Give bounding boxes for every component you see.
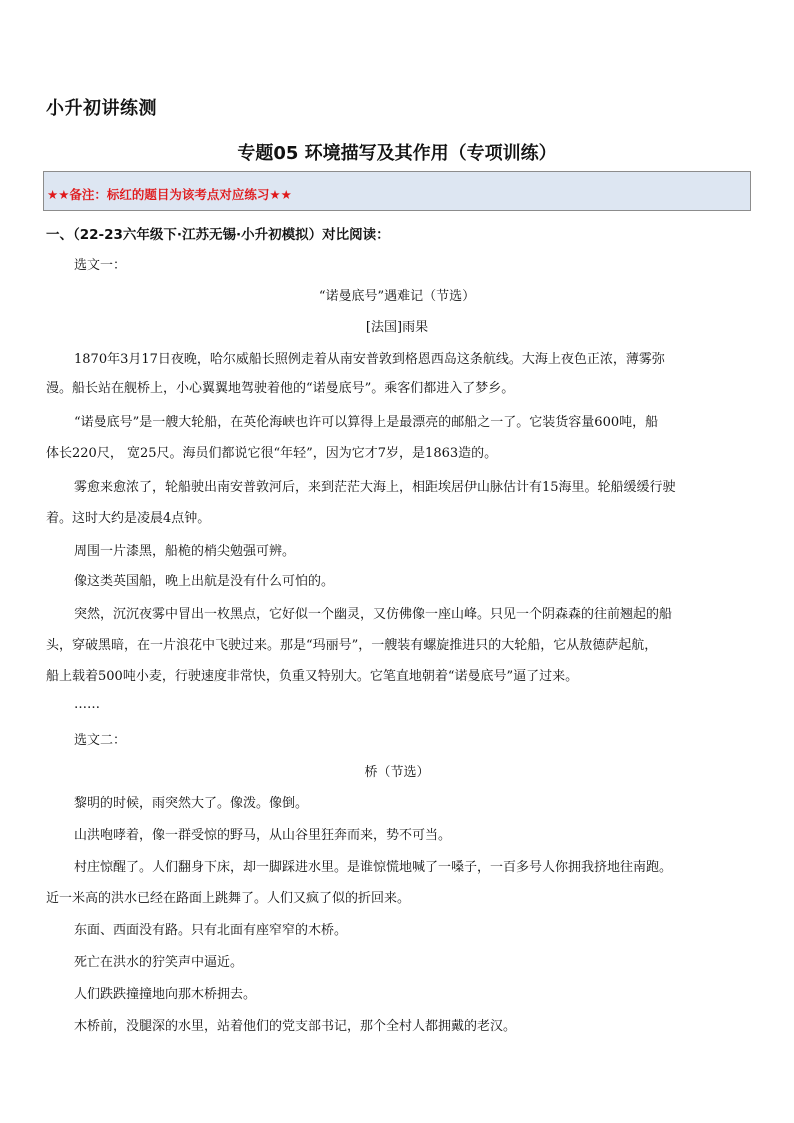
- passage2-label: 选文二：: [74, 733, 127, 748]
- passage1-line: 1870年3月17日夜晚，哈尔威船长照例走着从南安普敦到格恩西岛这条航线。大海上夜色正浓，薄雾弥: [74, 352, 665, 367]
- passage1-label: 选文一：: [74, 258, 127, 273]
- passage2-line: 东面、西面没有路。只有北面有座窄窄的木桥。: [74, 923, 348, 938]
- passage2-title: 桥（节选）: [364, 765, 430, 780]
- passage2-line: 近一米高的洪水已经在路面上跳舞了。人们又疯了似的折回来。: [46, 891, 411, 906]
- passage1-line: 周围一片漆黑，船桅的梢尖勉强可辨。: [74, 544, 296, 559]
- passage2-line: 人们跌跌撞撞地向那木桥拥去。: [74, 987, 257, 1002]
- passage1-line: 着。这时大约是凌晨4点钟。: [46, 511, 211, 526]
- passage1-line: 船上载着500吨小麦，行驶速度非常快，负重又特别大。它笔直地朝着“诺曼底号”逼了过来。: [46, 669, 579, 684]
- note-text: ★★备注：标红的题目为该考点对应练习★★: [47, 187, 292, 202]
- main-title: 专题05 环境描写及其作用（专项训练）: [237, 143, 557, 164]
- question-heading: 一、（22-23六年级下·江苏无锡·小升初模拟）对比阅读：: [46, 227, 390, 243]
- passage1-ellipsis: ……: [74, 697, 100, 712]
- passage2-line: 死亡在洪水的狞笑声中逼近。: [74, 955, 244, 970]
- note-box: [43, 171, 751, 211]
- passage1-line: 头，穿破黑暗，在一片浪花中飞驶过来。那是“玛丽号”，一艘装有螺旋推进只的大轮船，它从敖德萨起航，: [46, 638, 658, 653]
- passage2-line: 黎明的时候，雨突然大了。像泼。像倒。: [74, 796, 309, 811]
- passage1-line: “诺曼底号”是一艘大轮船，在英伦海峡也许可以算得上是最漂亮的邮船之一了。它装货容量600吨，船: [74, 415, 659, 430]
- passage2-line: 木桥前，没腿深的水里，站着他们的党支部书记，那个全村人都拥戴的老汉。: [74, 1019, 517, 1034]
- passage1-line: 体长220尺， 宽25尺。海员们都说它很“年轻”，因为它才7岁，是1863造的。: [46, 446, 498, 461]
- header-title: 小升初讲练测: [46, 98, 157, 119]
- passage1-line: 雾愈来愈浓了，轮船驶出南安普敦河后，来到茫茫大海上，相距埃居伊山脉估计有15海里。轮船缓缓行驶: [74, 480, 676, 495]
- passage1-line: 突然，沉沉夜雾中冒出一枚黑点，它好似一个幽灵，又仿佛像一座山峰。只见一个阴森森的往前翘起的船: [74, 607, 673, 622]
- passage2-line: 村庄惊醒了。人们翻身下床，却一脚踩进水里。是谁惊慌地喊了一嗓子，一百多号人你拥我挤地往南跑。: [74, 860, 673, 875]
- passage1-line: 漫。船长站在舰桥上，小心翼翼地驾驶着他的“诺曼底号”。乘客们都进入了梦乡。: [46, 381, 515, 396]
- passage2-line: 山洪咆哮着，像一群受惊的野马，从山谷里狂奔而来，势不可当。: [74, 828, 452, 843]
- passage1-author: [法国]雨果: [365, 320, 429, 335]
- passage1-line: 像这类英国船，晚上出航是没有什么可怕的。: [74, 574, 335, 589]
- passage1-title: “诺曼底号”遇难记（节选）: [318, 289, 476, 304]
